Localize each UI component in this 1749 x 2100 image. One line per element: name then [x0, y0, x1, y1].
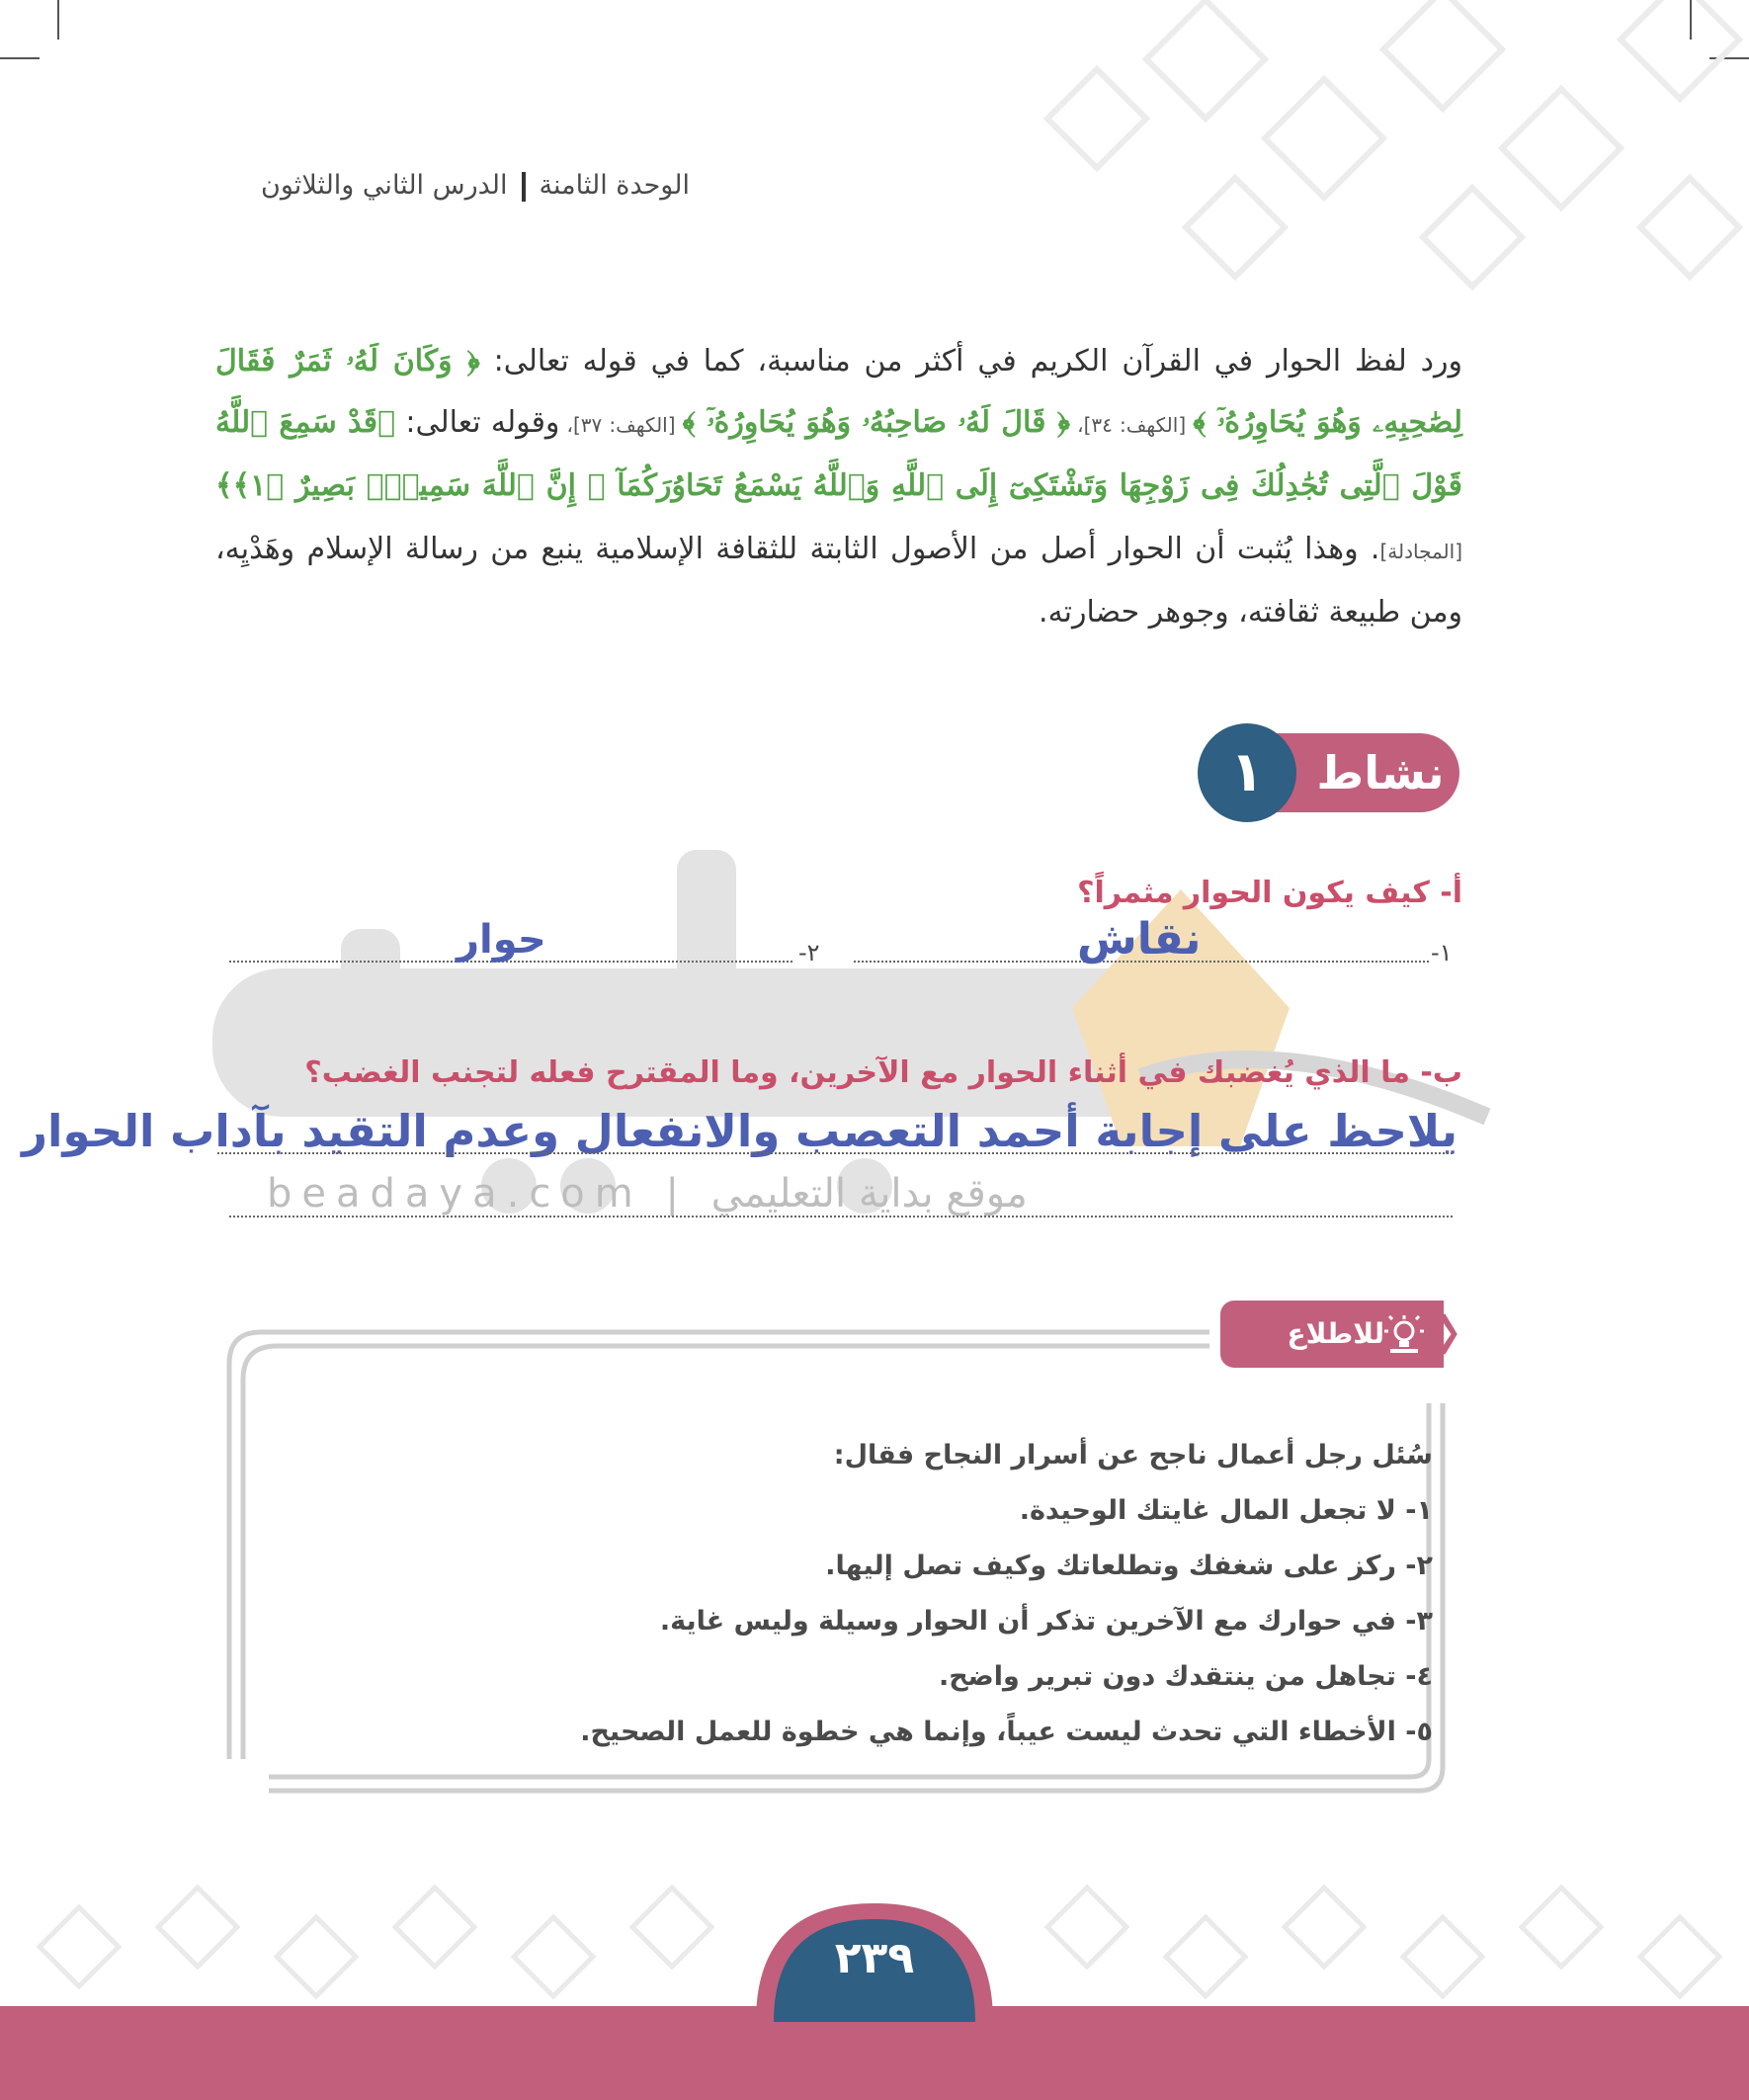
info-item: ٣- في حوارك مع الآخرين تذكر أن الحوار وسيلة وليس غاية.: [659, 1606, 1433, 1637]
crop-mark: [0, 57, 40, 59]
quran-verse: ﴿ قَالَ لَهُۥ صَاحِبُهُۥ وَهُوَ يُحَاوِرُهُۥٓ ﴾: [682, 405, 1071, 440]
verse-reference: [الكهف: ٣٤]،: [1070, 413, 1194, 437]
question-a: أ- كيف يكون الحوار مثمراً؟: [1077, 876, 1462, 910]
info-tag-label: للاطلاع: [1287, 1317, 1384, 1350]
handwritten-answer-1: نقاش: [1077, 914, 1202, 965]
crop-mark: [57, 0, 59, 40]
info-item: ٢- ركز على شغفك وتطلعاتك وكيف تصل إليها.: [825, 1551, 1433, 1581]
info-item: ٥- الأخطاء التي تحدث ليست عيباً، وإنما هي خطوة للعمل الصحيح.: [580, 1717, 1433, 1747]
verse-reference: [المجادلة]: [1379, 540, 1462, 563]
answer-number-2: ٢-: [798, 939, 820, 966]
activity-badge: [1198, 723, 1459, 822]
watermark-name: موقع بداية التعليمي: [710, 1171, 1028, 1217]
info-item: ١- لا تجعل المال غايتك الوحيدة.: [1019, 1495, 1433, 1526]
watermark-site: beadaya.com: [267, 1171, 643, 1217]
info-content: [580, 1428, 1433, 1760]
activity-label: نشاط: [1262, 733, 1459, 812]
lesson-title: الدرس الثاني والثلاثون: [261, 170, 508, 201]
intro-text: وقوله تعالى:: [395, 405, 560, 440]
quran-verse: ﴿ وَكَانَ لَهُۥ ثَمَرٌ فَقَالَ لِصَٰحِبِهِۦ وَهُوَ يُحَاوِرُهُۥٓ ﴾: [215, 344, 1463, 440]
header-separator: [522, 172, 526, 202]
answer-number-1: ١-: [1431, 939, 1453, 966]
info-intro: سُئل رجل أعمال ناجح عن أسرار النجاح فقال:: [833, 1440, 1433, 1470]
unit-title: الوحدة الثامنة: [539, 170, 690, 201]
answer-line-b2[interactable]: [229, 1216, 1453, 1218]
intro-text: . وهذا يُثبت أن الحوار أصل من الأصول الثابتة للثقافة الإسلامية ينبع من رسالة الإسلام وهَدْيِه، ومن طبيعة ثقافته، وجوهر حضارته.: [215, 532, 1462, 630]
verse-reference: [الكهف: ٣٧]،: [559, 413, 683, 437]
geometric-pattern-top: [988, 0, 1749, 296]
lightbulb-icon: [1384, 1315, 1424, 1355]
info-item: ٤- تجاهل من ينتقدك دون تبرير واضح.: [938, 1661, 1433, 1692]
intro-text: ورد لفظ الحوار في القرآن الكريم في أكثر من مناسبة، كما في قوله تعالى:: [479, 344, 1462, 378]
quran-verse: ﴿قَدْ سَمِعَ ٱللَّهُ قَوْلَ ٱلَّتِى تُجَٰدِلُكَ فِى زَوْجِهَا وَتَشْتَكِىٓ إِلَى ٱللَّهِ وَٱللَّهُ يَسْمَعُ تَحَاوُرَكُمَآ ۚ إِنَّ ٱللَّهَ سَمِيعٌۢ بَصِيرٌ ﴿١﴾﴾: [215, 405, 1462, 503]
page-number: ٢٣٩: [834, 1933, 915, 1983]
info-tag: [1210, 1301, 1458, 1368]
lesson-header: [261, 170, 690, 202]
watermark-text: beadaya.com | موقع بداية التعليمي: [267, 1171, 1028, 1217]
handwritten-answer-b: يلاحظ على إجابة أحمد التعصب والانفعال وعدم التقيد بآداب الحوار: [22, 1105, 1458, 1157]
activity-number: ١: [1198, 723, 1296, 822]
question-b: ب- ما الذي يُغضبك في أثناء الحوار مع الآخرين، وما المقترح فعله لتجنب الغضب؟: [304, 1055, 1462, 1090]
handwritten-answer-2: حوار: [457, 917, 546, 963]
answer-line-b1[interactable]: [217, 1152, 1453, 1154]
intro-paragraph: [215, 331, 1462, 643]
